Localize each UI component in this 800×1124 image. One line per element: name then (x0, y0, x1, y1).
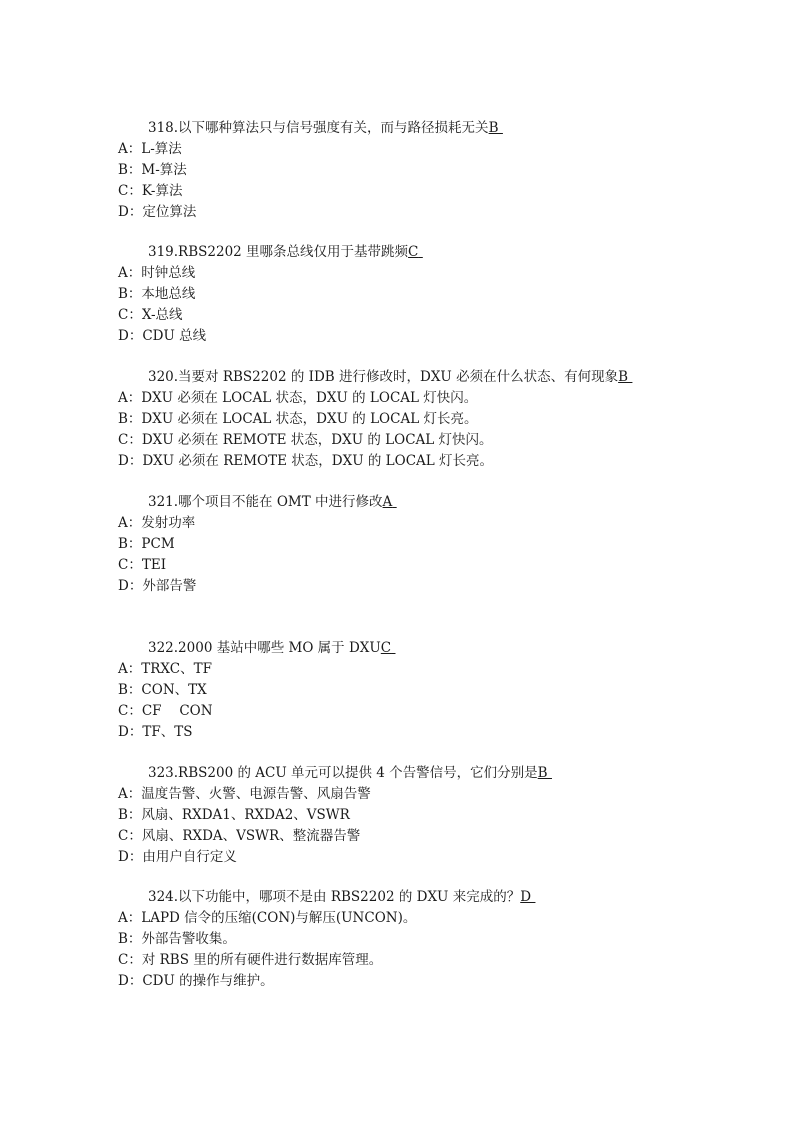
option-a: A：DXU 必须在 LOCAL 状态，DXU 的 LOCAL 灯快闪。 (118, 390, 478, 406)
option-d: D：由用户自行定义 (118, 849, 237, 865)
option-c: C：风扇、RXDA、VSWR、整流器告警 (118, 828, 361, 844)
question-322 (118, 638, 758, 743)
option-c: C：TEI (118, 557, 167, 573)
answer-mark: B (618, 369, 629, 385)
option-d: D：CDU 的操作与维护。 (118, 973, 274, 989)
option-a: A：发射功率 (118, 515, 196, 531)
question-stem: 319.RBS2202 里哪条总线仅用于基带跳频C (118, 242, 758, 263)
option-a: A：温度告警、火警、电源告警、风扇告警 (118, 786, 371, 802)
option-b: B：CON、TX (118, 682, 207, 698)
option-c: C：X-总线 (118, 307, 183, 323)
option-b: B：本地总线 (118, 286, 196, 302)
option-b: B：DXU 必须在 LOCAL 状态，DXU 的 LOCAL 灯长亮。 (118, 411, 478, 427)
option-c: C：CF CON (118, 703, 213, 719)
option-c: C：K-算法 (118, 183, 183, 199)
option-d: D：TF、TS (118, 724, 193, 740)
question-stem: 318.以下哪种算法只与信号强度有关，而与路径损耗无关B (118, 118, 758, 139)
question-stem: 323.RBS200 的 ACU 单元可以提供 4 个告警信号，它们分别是B (118, 763, 758, 784)
answer-mark: B (488, 120, 499, 136)
answer-mark: C (380, 640, 392, 656)
option-a: A：LAPD 信令的压缩(CON)与解压(UNCON)。 (118, 910, 417, 926)
question-stem: 324.以下功能中，哪项不是由 RBS2202 的 DXU 来完成的？D (118, 887, 758, 908)
question-321 (118, 492, 758, 597)
answer-mark: C (408, 244, 419, 260)
question-323 (118, 763, 758, 868)
question-stem: 322.2000 基站中哪些 MO 属于 DXUC (118, 638, 758, 659)
answer-mark: B (537, 765, 548, 781)
question-319 (118, 242, 758, 347)
answer-mark: A (382, 494, 393, 510)
question-318 (118, 118, 758, 223)
option-b: B：风扇、RXDA1、RXDA2、VSWR (118, 807, 350, 823)
option-b: B：PCM (118, 536, 175, 552)
option-d: D：外部告警 (118, 578, 197, 594)
option-c: C：DXU 必须在 REMOTE 状态，DXU 的 LOCAL 灯快闪。 (118, 432, 493, 448)
option-a: A：时钟总线 (118, 265, 196, 281)
option-d: D：DXU 必须在 REMOTE 状态，DXU 的 LOCAL 灯长亮。 (118, 453, 494, 469)
question-320 (118, 367, 758, 472)
question-stem: 320.当要对 RBS2202 的 IDB 进行修改时，DXU 必须在什么状态、有何现象B (118, 367, 758, 388)
question-stem: 321.哪个项目不能在 OMT 中进行修改A (118, 492, 758, 513)
option-a: A：TRXC、TF (118, 661, 212, 677)
answer-mark: D (520, 889, 532, 905)
option-c: C：对 RBS 里的所有硬件进行数据库管理。 (118, 952, 383, 968)
option-d: D：定位算法 (118, 204, 197, 220)
option-b: B：M-算法 (118, 162, 187, 178)
option-a: A：L-算法 (118, 141, 182, 157)
option-d: D：CDU 总线 (118, 328, 207, 344)
option-b: B：外部告警收集。 (118, 931, 236, 947)
question-324 (118, 887, 758, 992)
